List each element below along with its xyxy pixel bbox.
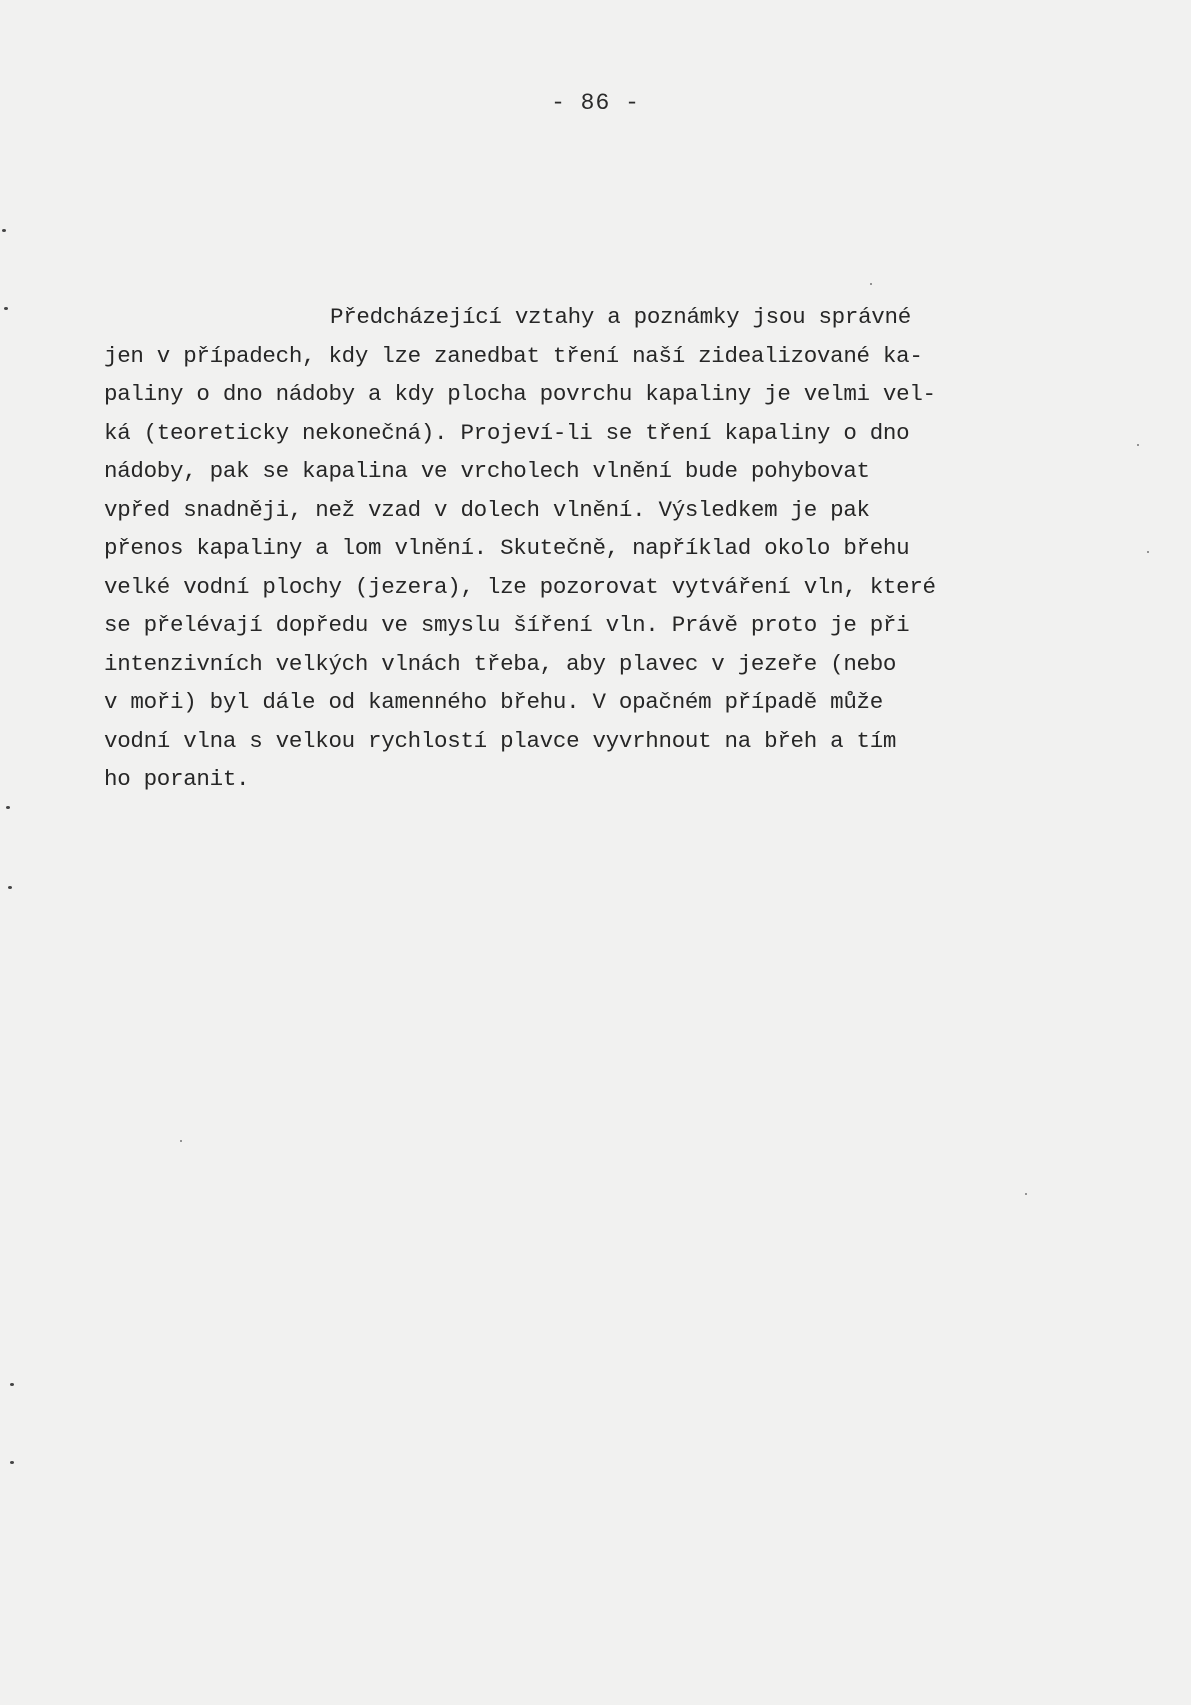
page-number: - 86 - [551,90,640,116]
scan-speck [870,283,872,285]
text-line: v moři) byl dále od kamenného břehu. V opačném případě může [104,689,883,715]
text-line: intenzivních velkých vlnách třeba, aby plavec v jezeře (nebo [104,650,897,677]
text-line: paliny o dno nádoby a kdy plocha povrchu kapaliny je velmi vel- [104,381,936,407]
text-line: jen v případech, kdy lze zanedbat tření naší zidealizované ka- [104,342,923,369]
text-line: nádoby, pak se kapalina ve vrcholech vlnění bude pohybovat [104,458,870,484]
text-line: vpřed snadněji, než vzad v dolech vlnění. Výsledkem je pak [104,496,870,523]
punch-mark [6,806,10,809]
punch-mark [2,229,6,232]
scan-speck [1147,551,1149,553]
text-line: se přelévají dopředu ve smyslu šíření vln. Právě proto je při [104,612,910,638]
text-line: vodní vlna s velkou rychlostí plavce vyvrhnout na břeh a tím [104,727,897,754]
scan-speck [180,1140,182,1142]
punch-mark [10,1383,14,1386]
punch-mark [4,307,8,310]
scan-speck [1137,444,1139,446]
text-line: velké vodní plochy (jezera), lze pozorovat vytváření vln, které [104,573,936,600]
text-line: Předcházející vztahy a poznámky jsou správné [330,304,911,330]
text-line: ká (teoreticky nekonečná). Projeví-li se tření kapaliny o dno [104,419,910,446]
text-line: přenos kapaliny a lom vlnění. Skutečně, například okolo břehu [104,535,910,561]
punch-mark [10,1461,14,1464]
text-line: ho poranit. [104,766,250,792]
scan-speck [1025,1193,1027,1195]
body-paragraph [104,298,1104,799]
punch-mark [8,886,12,889]
